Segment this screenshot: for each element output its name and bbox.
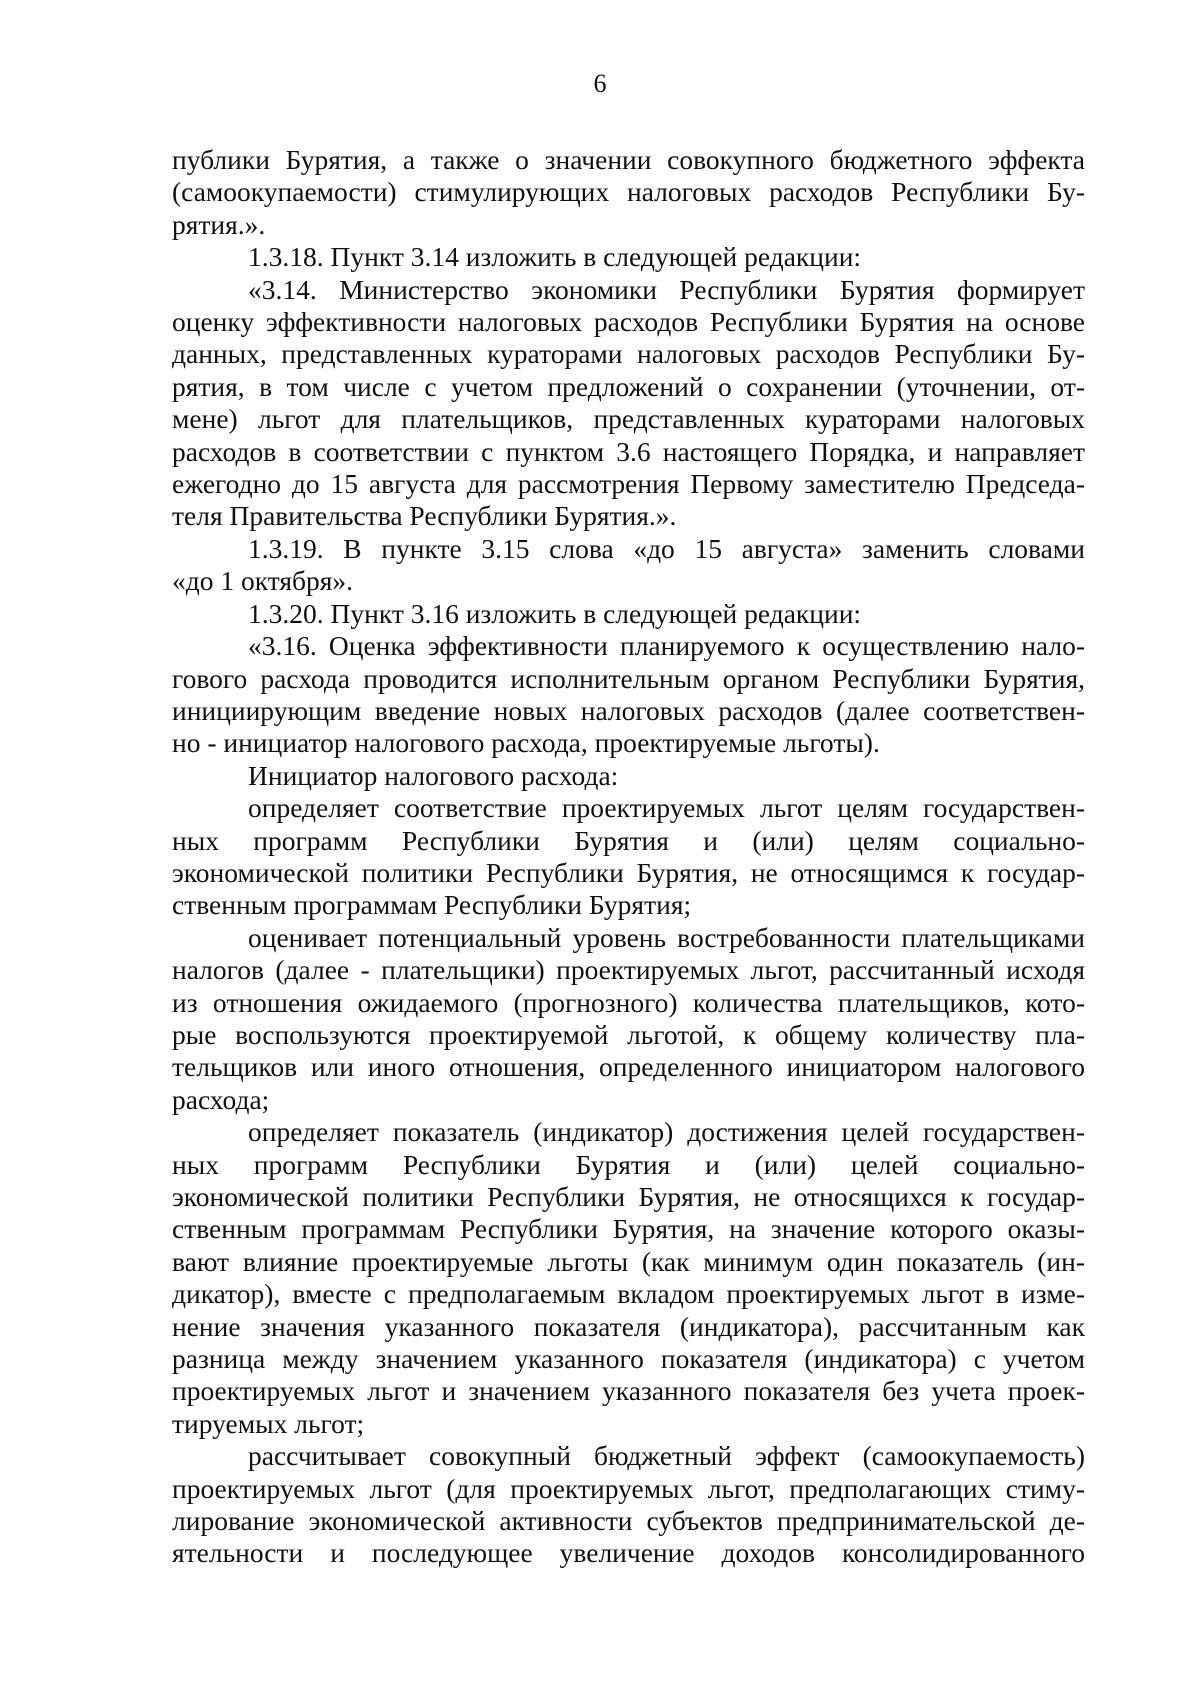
text-line: проектируемых льгот и значением указанного показателя без учета проек- [172, 1375, 1085, 1407]
text-line: рятия, в том числе с учетом предложений о сохранении (уточнении, от- [172, 370, 1085, 402]
text-line: но - инициатор налогового расхода, проектируемые льготы). [172, 727, 880, 759]
text-line: публики Бурятия, а также о значении совокупного бюджетного эффекта [172, 144, 1085, 175]
text-line: определяет соответствие проектируемых льгот целям государствен- [248, 792, 1085, 824]
text-line: гового расхода проводится исполнительным органом Республики Бурятия, [172, 662, 1085, 694]
text-line: 1.3.19. В пункте 3.15 слова «до 15 августа» заменить словами [248, 532, 1085, 564]
text-line: ственным программам Республики Бурятия; [172, 889, 692, 921]
text-line: «до 1 октября». [172, 565, 354, 597]
text-line: разница между значением указанного показателя (индикатора) с учетом [172, 1343, 1085, 1375]
text-line: вают влияние проектируемые льготы (как минимум один показатель (ин- [172, 1245, 1085, 1277]
text-line: оценивает потенциальный уровень востребованности плательщиками [248, 921, 1085, 953]
text-line: тельщиков или иного отношения, определенного инициатором налогового [172, 1051, 1085, 1083]
text-line: экономической политики Республики Бурятия, не относящихся к государ- [172, 1181, 1085, 1212]
text-line: ственным программам Республики Бурятия, на значение которого оказы- [172, 1213, 1085, 1245]
text-line: ежегодно до 15 августа для рассмотрения Первому заместителю Председа- [172, 468, 1085, 500]
text-line: ятельности и последующее увеличение доходов консолидированного [172, 1537, 1085, 1569]
text-line: данных, представленных кураторами налоговых расходов Республики Бу- [172, 338, 1085, 370]
text-line: расхода; [172, 1083, 270, 1115]
text-line: экономической политики Республики Бурятия, не относящимся к государ- [172, 856, 1085, 888]
text-line: рятия.». [172, 208, 266, 240]
text-line: ных программ Республики Бурятия и (или) целей социально- [172, 1148, 1085, 1180]
text-line: 1.3.20. Пункт 3.16 изложить в следующей редакции: [248, 597, 862, 629]
text-line: проектируемых льгот (для проектируемых льгот, предполагающих стиму- [172, 1472, 1085, 1504]
text-line: ных программ Республики Бурятия и (или) целям социально- [172, 824, 1085, 856]
text-line: рые воспользуются проектируемой льготой, к общему количеству пла- [172, 1018, 1085, 1050]
text-line: расходов в соответствии с пунктом 3.6 настоящего Порядка, и направляет [172, 435, 1085, 467]
text-line: «3.16. Оценка эффективности планируемого к осуществлению нало- [248, 630, 1085, 662]
text-line: дикатор), вместе с предполагаемым вкладом проектируемых льгот в изме- [172, 1278, 1085, 1310]
text-line: (самоокупаемости) стимулирующих налоговых расходов Республики Бу- [172, 176, 1085, 208]
document-body [172, 144, 1085, 1570]
text-line: из отношения ожидаемого (прогнозного) количества плательщиков, кото- [172, 986, 1085, 1018]
text-line: теля Правительства Республики Бурятия.». [172, 500, 677, 532]
text-line: тируемых льгот; [172, 1407, 365, 1439]
text-line: мене) льгот для плательщиков, представленных кураторами налоговых [172, 403, 1085, 435]
text-line: 1.3.18. Пункт 3.14 изложить в следующей редакции: [248, 241, 862, 273]
text-line: лирование экономической активности субъектов предпринимательской де- [172, 1505, 1085, 1537]
text-line: налогов (далее - плательщики) проектируемых льгот, рассчитанный исходя [172, 954, 1085, 986]
page-number: 6 [593, 69, 607, 98]
text-line: «3.14. Министерство экономики Республики Бурятия формирует [248, 273, 1085, 305]
text-line: нение значения указанного показателя (индикатора), рассчитанным как [172, 1310, 1085, 1342]
text-line: определяет показатель (индикатор) достижения целей государствен- [248, 1116, 1085, 1148]
text-line: рассчитывает совокупный бюджетный эффект (самоокупаемость) [248, 1440, 1085, 1472]
text-line: инициирующим введение новых налоговых расходов (далее соответствен- [172, 694, 1085, 726]
text-line: Инициатор налогового расхода: [248, 759, 619, 791]
text-line: оценку эффективности налоговых расходов Республики Бурятия на основе [172, 306, 1085, 338]
